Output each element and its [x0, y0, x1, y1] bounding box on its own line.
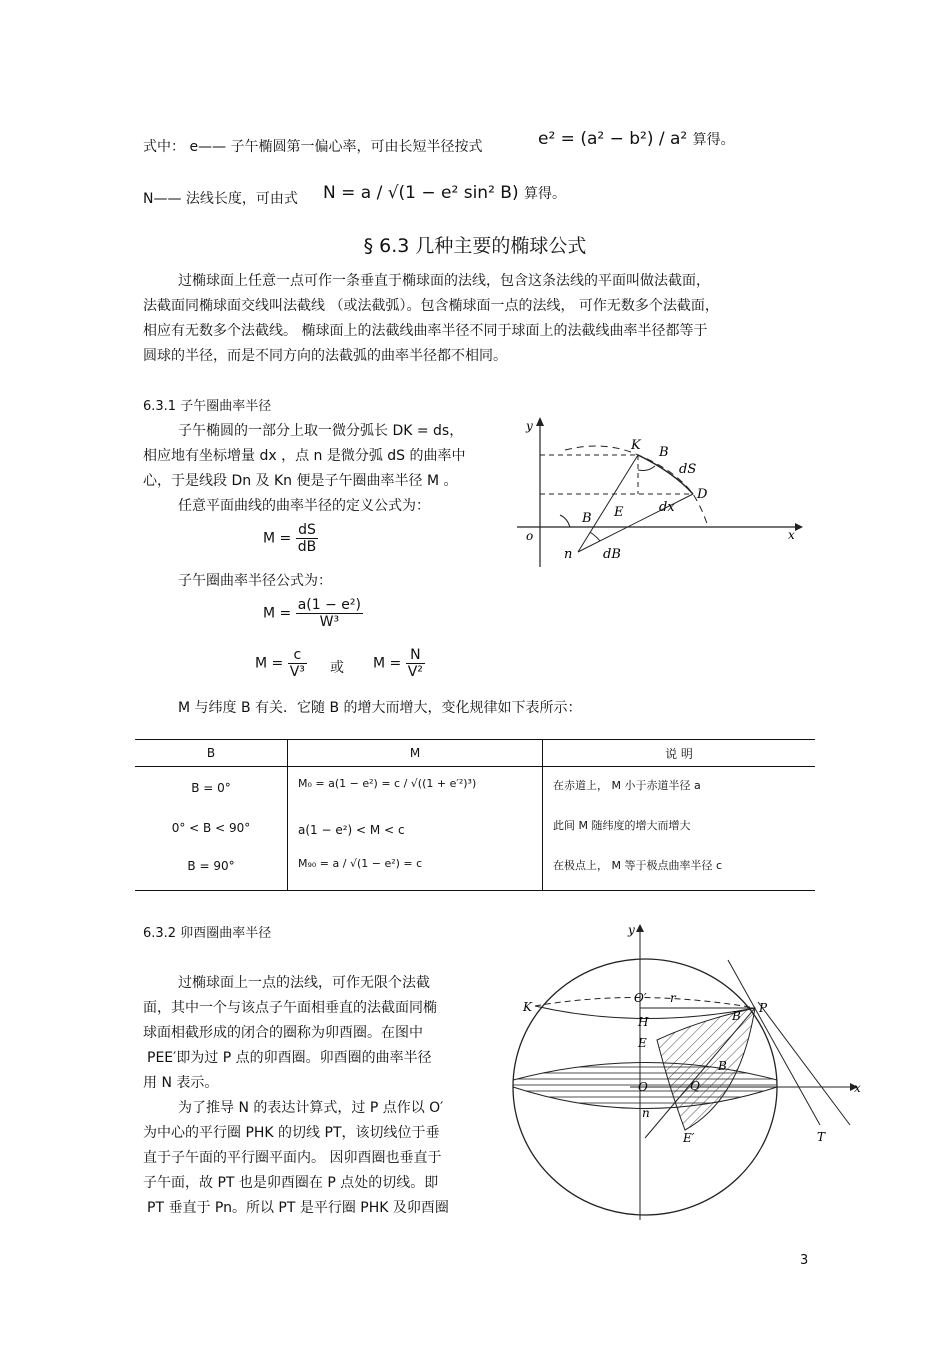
table-header-note: 说 明 — [543, 740, 816, 767]
table-row — [135, 847, 815, 891]
fig1-label-db: dB — [603, 547, 621, 562]
section-title: § 6.3 几种主要的椭球公式 — [363, 235, 587, 257]
meridian-arc-diagram — [505, 412, 805, 572]
table-cell-b: 0° < B < 90° — [135, 809, 288, 847]
subsection-heading-meridian: 6.3.1 子午圈曲率半径 — [143, 399, 272, 414]
table-row — [135, 767, 815, 809]
fig1-label-b-top: B — [659, 445, 669, 460]
formula-line-2-text: N—— 法线长度，可由式 — [143, 191, 298, 207]
table-cell-m: a(1 − e²) < M < c — [288, 809, 543, 847]
prime-vertical-line-10: PT 垂直于 Pn。所以 PT 是平行圈 PHK 及卯酉圈 — [147, 1200, 449, 1216]
prime-vertical-line-6: 为了推导 N 的表达计算式，过 P 点作以 O′ — [178, 1100, 444, 1116]
formula-line-1-text: 式中： e—— 子午椭圆第一偏心率，可由长短半径按式 — [143, 139, 483, 155]
fig1-label-ds: dS — [679, 462, 697, 477]
curvature-definition: M = $\frac{dS}{dB}$ — [263, 522, 317, 555]
formula-intro: 子午圈曲率半径公式为： — [178, 573, 332, 589]
intro-line-2: 法截面同椭球面交线叫法截线 （或法截弧）。包含椭球面一点的法线， 可作无数多个法截面， — [143, 298, 719, 314]
table-header-m: M — [288, 740, 543, 767]
fig1-label-o: o — [526, 529, 534, 543]
meridian-variation-table — [135, 739, 815, 891]
fig1-label-k: K — [631, 438, 641, 453]
intro-line-1: 过椭球面上任意一点可作一条垂直于椭球面的法线，包含这条法线的平面叫做法截面， — [178, 273, 710, 289]
table-row — [135, 809, 815, 847]
fig2-label-b-lower: B — [718, 1059, 727, 1073]
fig2-label-t: T — [817, 1130, 826, 1144]
fig2-label-q: Q — [690, 1079, 700, 1093]
formula-line-2 — [143, 188, 298, 208]
fig2-label-r: r — [670, 991, 676, 1005]
fig2-label-k: K — [523, 1000, 532, 1014]
fig2-label-p: P — [759, 1001, 768, 1015]
fig2-label-e-prime: E′ — [683, 1131, 695, 1145]
meridian-formula-1: M = $\frac{\text{a(1 − e²)}}{\text{W³}}$ — [263, 597, 361, 630]
table-cell-m: M₉₀ = a / √(1 − e²) = c — [288, 847, 543, 891]
intro-line-3: 相应有无数多个法截线。 椭球面上的法截线曲率半径不同于球面上的法截线曲率半径都等于 — [143, 323, 708, 339]
fig2-label-b: B — [732, 1009, 741, 1023]
fig2-label-y: y — [628, 923, 635, 937]
table-header-row — [135, 740, 815, 767]
meridian-para-3: 心，于是线段 Dn 及 Kn 便是子午圈曲率半径 M 。 — [143, 473, 458, 489]
meridian-para-2: 相应地有坐标增量 dx ，点 n 是微分弧 dS 的曲率中 — [143, 448, 466, 464]
prime-vertical-line-3: 球面相截形成的闭合的圈称为卯酉圈。在图中 — [143, 1025, 423, 1041]
intro-line-4: 圆球的半径，而是不同方向的法截弧的曲率半径都不相同。 — [143, 348, 507, 364]
prime-vertical-line-1: 过椭球面上一点的法线，可作无限个法截 — [178, 975, 430, 991]
table-cell-note: 在赤道上， M 小于赤道半径 a — [553, 779, 701, 792]
fig1-label-n: n — [564, 547, 573, 562]
prime-vertical-line-9: 子午面，故 PT 也是卯酉圈在 P 点处的切线。即 — [143, 1175, 439, 1191]
fig2-label-o-prime: O′ — [634, 991, 647, 1005]
subsection-heading-prime-vertical: 6.3.2 卯酉圈曲率半径 — [143, 926, 272, 941]
normal-length-formula: N = a / √(1 − e² sin² B) 算得。 — [323, 183, 567, 203]
fig2-label-e: E — [638, 1036, 647, 1050]
prime-vertical-line-5: 用 N 表示。 — [143, 1075, 219, 1091]
trend-sentence: M 与纬度 B 有关．它随 B 的增大而增大，变化规律如下表所示： — [178, 700, 582, 716]
meridian-formula-2: M = $\frac{c}{\text{V³}}$ — [255, 647, 305, 680]
table-header-b: B — [135, 740, 288, 767]
table-cell-note: 此间 M 随纬度的增大而增大 — [553, 818, 691, 832]
meridian-para-4: 任意平面曲线的曲率半径的定义公式为： — [178, 498, 430, 514]
meridian-formula-3: M = $\frac{N}{\text{V²}}$ — [373, 647, 423, 680]
page-number: 3 — [800, 1253, 809, 1268]
table-cell-m: M₀ = a(1 − e²) = c / √((1 + e′²)³) — [288, 767, 543, 809]
eccentricity-formula: e² = (a² − b²) / a² 算得。 — [538, 129, 735, 149]
fig1-label-b-left: B — [582, 511, 592, 526]
fig2-label-x: x — [854, 1081, 861, 1095]
prime-vertical-line-2: 面，其中一个与该点子午面相垂直的法截面同椭 — [143, 1000, 437, 1016]
fig2-label-h: H — [638, 1015, 649, 1029]
fig2-label-o: O — [638, 1080, 648, 1094]
prime-vertical-line-7: 为中心的平行圈 PHK 的切线 PT，该切线位于垂 — [143, 1125, 440, 1141]
fig1-label-y: y — [526, 419, 533, 433]
fig1-label-dx: dx — [659, 500, 675, 515]
meridian-para-1: 子午椭圆的一部分上取一微分弧长 DK = ds， — [178, 423, 464, 439]
table-cell-b: B = 0° — [135, 767, 288, 809]
or-word: 或 — [330, 660, 344, 676]
formula-line-1 — [143, 136, 483, 156]
prime-vertical-line-4: PEE′即为过 P 点的卯酉圈。卯酉圈的曲率半径 — [147, 1050, 432, 1066]
fig2-label-n: n — [642, 1106, 650, 1120]
fig1-label-x: x — [788, 528, 795, 542]
table-cell-b: B = 90° — [135, 847, 288, 891]
prime-vertical-ellipsoid-diagram — [500, 920, 870, 1220]
fig1-label-e: E — [614, 505, 624, 520]
table-cell-note: 在极点上， M 等于极点曲率半径 c — [543, 847, 816, 891]
fig1-label-d: D — [697, 487, 708, 502]
prime-vertical-line-8: 直于子午面的平行圈平面内。 因卯酉圈也垂直于 — [143, 1150, 442, 1166]
